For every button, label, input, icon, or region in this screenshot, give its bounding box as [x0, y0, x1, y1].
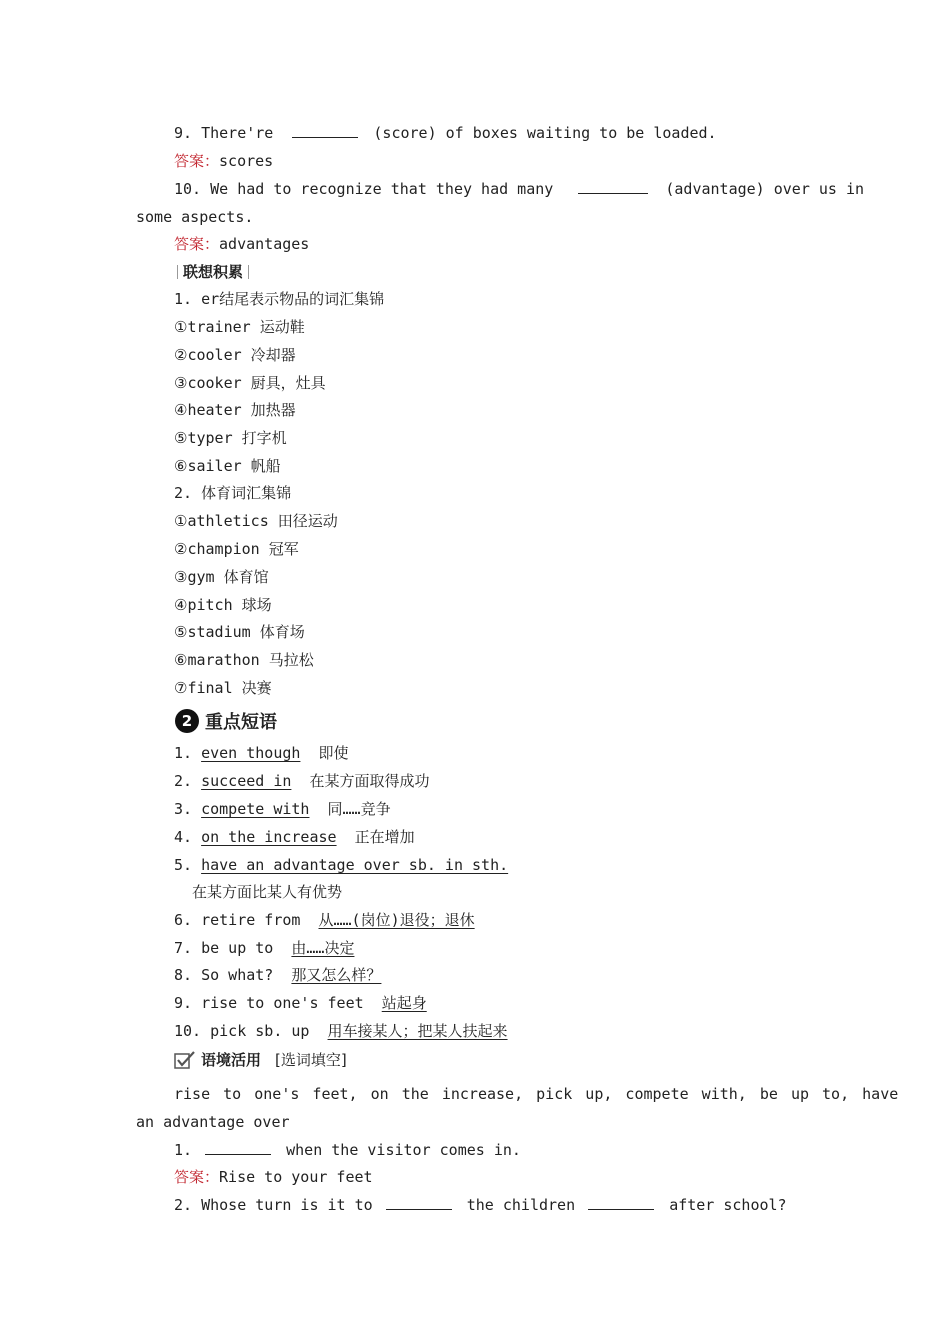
association-heading: 联想积累 [172, 262, 254, 282]
section-title: 重点短语 [205, 712, 277, 733]
phrase-english: have an advantage over sb. in sth. [201, 856, 509, 874]
context-title: 语境活用 [201, 1051, 262, 1069]
question-9-suffix: (score) of boxes waiting to be loaded. [373, 124, 717, 142]
phrase-row: 4. on the increase 正在增加 [174, 828, 415, 846]
list-item: ③cooker 厨具，灶具 [174, 374, 326, 392]
answer-label: 答案： [174, 235, 220, 253]
phrase-english: even though [201, 744, 301, 762]
answer-blank [386, 1195, 452, 1210]
question-10-prefix: 10. We had to recognize that they had many [174, 180, 554, 198]
answer-blank [588, 1195, 654, 1210]
list-item: ②champion 冠军 [174, 540, 299, 558]
list-item: ①trainer 运动鞋 [174, 318, 305, 336]
question-10-suffix: (advantage) over us in [665, 180, 865, 198]
phrase-chinese: 从……(岗位)退役；退休 [318, 911, 475, 929]
phrase-row: 7. be up to 由……决定 [174, 939, 355, 957]
phrase-chinese: 在某方面取得成功 [309, 772, 430, 790]
word-bank-line: rise to one's feet, on the increase, pick up, compete with, be up to, have [174, 1085, 899, 1103]
context-heading [174, 1049, 347, 1070]
phrase-chinese: 正在增加 [354, 828, 415, 846]
phrase-row: 3. compete with 同……竞争 [174, 800, 391, 818]
answer-text: scores [219, 152, 274, 170]
phrase-row: 2. succeed in 在某方面取得成功 [174, 772, 430, 790]
phrase-chinese: 即使 [318, 744, 349, 762]
phrase-english: retire from [201, 911, 301, 929]
word-bank-line: an advantage over [136, 1113, 290, 1131]
list-item: ③gym 体育馆 [174, 568, 269, 586]
checkmark-icon [174, 1050, 196, 1070]
answer-blank [205, 1140, 271, 1155]
phrase-chinese: 用车接某人；把某人扶起来 [327, 1022, 508, 1040]
list-item: ②cooler 冷却器 [174, 346, 296, 364]
exercise-1-answer [174, 1167, 373, 1187]
phrase-english: succeed in [201, 772, 292, 790]
context-tag: [选词填空] [275, 1051, 347, 1069]
phrase-english: be up to [201, 939, 274, 957]
phrase-chinese: 由……决定 [291, 939, 355, 957]
phrase-english: rise to one's feet [201, 994, 364, 1012]
group-1-title: 1. er结尾表示物品的词汇集锦 [174, 290, 385, 308]
phrase-row: 9. rise to one's feet 站起身 [174, 994, 427, 1012]
list-item: ⑤typer 打字机 [174, 429, 287, 447]
list-item: ⑦final 决赛 [174, 679, 272, 697]
answer-label: 答案： [174, 152, 220, 170]
question-9-prefix: 9. There're [174, 124, 274, 142]
phrase-chinese: 同……竞争 [327, 800, 391, 818]
phrase-english: pick sb. up [210, 1022, 310, 1040]
list-item: ⑤stadium 体育场 [174, 623, 305, 641]
phrase-english: compete with [201, 800, 310, 818]
question-10-continuation: some aspects. [136, 208, 254, 226]
phrase-row: 8. So what? 那又怎么样？ [174, 966, 382, 984]
phrase-row: 1. even though 即使 [174, 744, 349, 762]
answer-blank [292, 123, 358, 138]
phrase-row: 5. have an advantage over sb. in sth. [174, 856, 509, 874]
phrase-chinese: 在某方面比某人有优势 [192, 883, 343, 901]
section-number-badge: 2 [175, 709, 199, 733]
phrase-chinese: 站起身 [381, 994, 427, 1012]
group-2-title: 2. 体育词汇集锦 [174, 484, 292, 502]
list-item: ①athletics 田径运动 [174, 512, 338, 530]
phrase-row: 6. retire from 从……(岗位)退役；退休 [174, 911, 475, 929]
list-item: ⑥marathon 马拉松 [174, 651, 314, 669]
answer-blank [578, 179, 648, 194]
question-9-answer [174, 151, 273, 171]
exercise-1: 1. when the visitor comes in. [174, 1141, 521, 1159]
answer-label: 答案： [174, 1168, 220, 1186]
list-item: ⑥sailer 帆船 [174, 457, 281, 475]
question-10-answer [174, 234, 309, 254]
section-heading [175, 708, 277, 734]
answer-text: advantages [219, 235, 310, 253]
phrase-row: 10. pick sb. up 用车接某人；把某人扶起来 [174, 1022, 508, 1040]
exercise-2: 2. Whose turn is it to the children after school? [174, 1196, 787, 1214]
answer-text: Rise to your feet [219, 1168, 373, 1186]
phrase-english: on the increase [201, 828, 337, 846]
question-10 [174, 179, 864, 199]
phrase-chinese: 那又怎么样？ [291, 966, 382, 984]
list-item: ④pitch 球场 [174, 596, 272, 614]
question-9 [174, 123, 717, 143]
phrase-english: So what? [201, 966, 274, 984]
list-item: ④heater 加热器 [174, 401, 296, 419]
